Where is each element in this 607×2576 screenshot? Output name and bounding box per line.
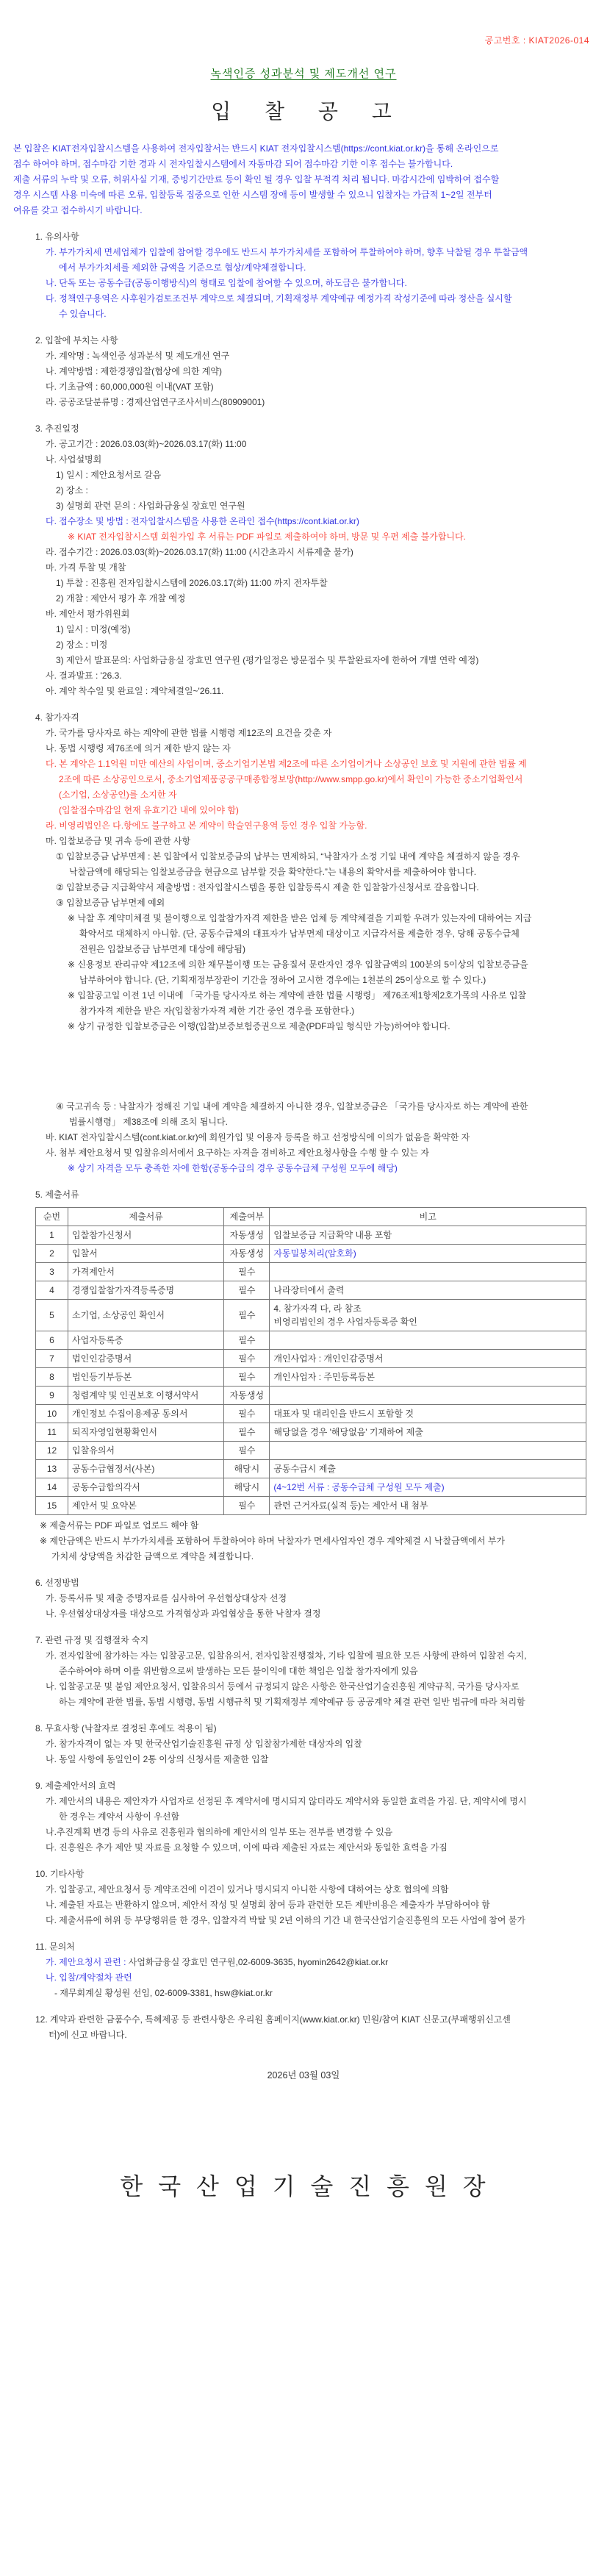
table-row [36,1245,586,1263]
cell-number: 11 [36,1423,68,1442]
cell-required: 필수 [224,1368,270,1387]
text-line: - 재무회계실 황성원 선임, 02-6009-3381, hsw@kiat.or.kr [54,1988,273,1998]
text-line: 1) 일시 : 미정(예정) [56,624,131,634]
text-line: 수 있습니다. [59,309,107,319]
section-heading: 4. 참가자격 [35,712,79,723]
section-heading: 2. 입찰에 부치는 사항 [35,335,118,346]
table-header-cell: 제출서류 [68,1208,224,1226]
text-line: ※ KIAT 전자입찰시스템 회원가입 후 서류는 PDF 파일로 제출하여야 하며, 방문 및 우편 제출 불가합니다. [68,532,466,542]
section [0,1187,607,1564]
text-line: 가. 공고기간 : 2026.03.03(화)~2026.03.17(화) 11:00 [46,439,247,449]
cell-document: 가격제안서 [68,1263,224,1281]
section [0,2012,607,2043]
text-line: 터)에 신고 바랍니다. [49,2030,127,2040]
notice-number: 공고번호 : KIAT2026-014 [484,35,589,46]
cell-document: 개인정보 수집이용제공 동의서 [68,1405,224,1423]
text-line: 확약서로 대체하지 아니함. (단, 공동수급체의 대표자가 납부면제 대상이고 지급각서를 제출한 경우, 당해 공동수급체 [79,929,520,939]
text-line: ※ 제안금액은 반드시 부가가치세를 포함하여 투찰하여야 하며 낙찰자가 면세사업자인 경우 계약체결 시 낙찰금액에서 부가 [40,1536,506,1546]
text-line: 나. 계약방법 : 제한경쟁입찰(협상에 의한 계약) [46,366,222,376]
text-line: 가. 참가자격이 없는 자 및 한국산업기술진흥원 규정 상 입찰참가제한 대상자의 입찰 [46,1739,362,1749]
text-line: 가. 등록서류 및 제출 증명자료를 심사하여 우선협상대상자 선정 [46,1593,287,1603]
cell-number: 10 [36,1405,68,1423]
section-heading: 6. 선정방법 [35,1578,79,1588]
cell-note: 개인사업자 : 개인인감증명서 [270,1350,586,1368]
cell-note: 자동밀봉처리(암호화) [270,1245,586,1263]
sections [0,229,607,2043]
text-line: 나. 입찰공고문 및 붙임 제안요청서, 입찰유의서 등에서 규정되지 않은 사항은 한국산업기술진흥원 계약규칙, 국가를 당사자로 [46,1681,520,1692]
text-line: ④ 국고귀속 등 : 낙찰자가 정해진 기일 내에 계약을 체결하지 아니한 경우, 입찰보증금은 「국가를 당사자로 하는 계약에 관한 [56,1101,528,1112]
documents-table-head [36,1208,586,1226]
section-heading: 5. 제출서류 [35,1189,79,1200]
intro-paragraph [0,141,607,218]
section-heading: 12. 계약과 관련한 금품수수, 특혜제공 등 관련사항은 우리원 홈페이지(www.kiat.or.kr) 민원/참여 KIAT 신문고(부패행위신고센 [35,2014,511,2025]
intro-line: 경우 시스템 사용 미숙에 따른 오류, 입찰등록 집중으로 인한 시스템 장애 등이 발생할 수 있으니 입찰자는 가급적 1~2일 전부터 [13,190,492,200]
text-line: 다. 본 계약은 1.1억원 미만 예산의 사업이며, 중소기업기본법 제2조에 따른 소기업이거나 소상공인 보호 및 지원에 관한 법률 제 [46,759,527,769]
text-line: (소기업, 소상공인)를 소지한 자 [59,790,177,800]
text-line: 2) 장소 : [56,485,88,495]
cell-document: 입찰참가신청서 [68,1226,224,1245]
cell-note: 입찰보증금 지급확약 내용 포함 [270,1226,586,1245]
table-row [36,1263,586,1281]
table-header-row [36,1208,586,1226]
cell-note: 4. 참가자격 다, 라 참조 비영리법인의 경우 사업자등록증 확인 [270,1300,586,1331]
text-line: 아. 계약 착수일 및 완료일 : 계약체결일~'26.11. [46,686,224,696]
text-line: 가. 입찰공고, 제안요청서 등 계약조건에 이견이 있거나 명시되지 아니한 사항에 대하여는 상호 협의에 의함 [46,1884,449,1895]
section [0,1778,607,1856]
cell-number: 13 [36,1460,68,1478]
cell-note: 대표자 및 대리인을 반드시 포함할 것 [270,1405,586,1423]
section-heading: 3. 추진일정 [35,423,79,434]
text-line: 나. 동일 사항에 동일인이 2통 이상의 신청서를 제출한 입찰 [46,1754,269,1764]
text-line: 에서 부가가치세를 제외한 금액을 기준으로 협상/계약체결합니다. [59,262,306,273]
cell-number: 1 [36,1226,68,1245]
text-line: 라. 접수기간 : 2026.03.03(화)~2026.03.17(화) 11:00 (시간초과시 서류제출 불가) [46,547,353,557]
text-line: 준수하여야 하며 이를 위반함으로써 발생하는 모든 불이익에 대한 책임은 입찰 참가자에게 있음 [59,1666,418,1676]
text-line: 라. 비영리법인은 다.항에도 불구하고 본 계약이 학술연구용역 등인 경우 입찰 가능함. [46,820,367,831]
table-header-cell: 제출여부 [224,1208,270,1226]
table-row [36,1460,586,1478]
text-line: 마. 가격 투찰 및 개찰 [46,562,126,573]
cell-required: 필수 [224,1442,270,1460]
cell-required: 필수 [224,1405,270,1423]
text-line: ※ 입찰공고일 이전 1년 이내에 「국가를 당사자로 하는 계약에 관한 법률 시행령」 제76조제1항제2호가목의 사유로 입찰 [68,990,527,1001]
text-line: ※ 신용정보 관리규약 제12조에 의한 채무불이행 또는 금융질서 문란자인 경우 입찰금액의 100분의 5이상의 입찰보증금을 [68,959,528,970]
cell-required: 필수 [224,1300,270,1331]
section [0,710,607,1176]
cell-required: 필수 [224,1263,270,1281]
text-line: 다. 제출서류에 허위 등 부당행위를 한 경우, 입찰자격 박탈 및 2년 이하의 기간 내 한국산업기술진흥원의 모든 사업에 참여 불가 [46,1915,525,1925]
section [0,1633,607,1710]
cell-document: 법인등기부등본 [68,1368,224,1387]
text-line: 하는 계약에 관한 법률, 동법 시행령, 동법 시행규칙 및 기획재정부 계약예규 등 공공계약 체결 관련 일반 법규에 따라 처리함 [59,1697,525,1707]
cell-document: 법인인감증명서 [68,1350,224,1368]
cell-note [270,1263,586,1281]
text-line: 마. 입찰보증금 및 귀속 등에 관한 사항 [46,836,191,846]
cell-number: 15 [36,1497,68,1515]
text-line: 가. 전자입찰에 참가하는 자는 입찰공고문, 입찰유의서, 전자입찰진행절차, 기타 입찰에 필요한 모든 사항에 관하여 입찰전 숙지, [46,1650,527,1661]
text-line: 참가자격 제한을 받은 자(입찰참가자격 제한 기간 중인 경우를 포함한다.) [79,1006,355,1016]
cell-number: 4 [36,1281,68,1300]
table-row [36,1497,586,1515]
text-line: 나. 단독 또는 공동수급(공동이행방식)의 형태로 입찰에 참여할 수 있으며, 하도급은 불가합니다. [46,278,407,288]
cell-note [270,1331,586,1350]
text-line: ② 입찰보증금 지급확약서 제출방법 : 전자입찰시스템을 통한 입찰등록시 제출 한 입찰참가신청서로 갈음합니다. [56,882,479,892]
cell-number: 7 [36,1350,68,1368]
text-line: ※ 제출서류는 PDF 파일로 업로드 해야 함 [40,1520,199,1531]
section-heading: 7. 관련 규정 및 집행절차 숙지 [35,1635,149,1645]
text-line: 나. 입찰/계약절차 관련 [46,1972,132,1983]
text-line: 가. 국가를 당사자로 하는 계약에 관한 법률 시행령 제12조의 요건을 갖춘 자 [46,728,332,738]
text-line: 나. 동법 시행령 제76조에 의거 제한 받지 않는 자 [46,743,231,754]
cell-required: 필수 [224,1497,270,1515]
text-span: 사업화금융실 장효민 연구원,02-6009-3635, hyomin2642@kiat.or.kr [128,1957,389,1967]
documents-table [35,1207,586,1515]
cell-number: 5 [36,1300,68,1331]
cell-document: 입찰서 [68,1245,224,1263]
text-line: 가. 계약명 : 녹색인증 성과분석 및 제도개선 연구 [46,351,230,361]
section [0,421,607,699]
cell-required: 자동생성 [224,1226,270,1245]
text-line: 다. 진흥원은 추가 제안 및 자료를 요청할 수 있으며, 이에 따라 제출된 자료는 제안서와 동일한 효력을 가짐 [46,1842,448,1853]
cell-required: 자동생성 [224,1387,270,1405]
table-row [36,1350,586,1368]
text-line: 전원은 입찰보증금 납부면제 대상에 해당됨) [79,944,245,954]
cell-required: 해당시 [224,1460,270,1478]
text-line: 가치세 상당액을 차감한 금액으로 계약을 체결합니다. [51,1551,254,1561]
cell-note: 개인사업자 : 주민등록등본 [270,1368,586,1387]
text-line: ※ 낙찰 후 계약미체결 및 불이행으로 입찰참가자격 제한을 받은 업체 등 계약체결을 기피할 우려가 있는자에 대하여는 지급 [68,913,532,923]
text-line: (입찰접수마감일 현재 유효기간 내에 있어야 함) [59,805,239,815]
issuer-signature: 한 국 산 업 기 술 진 흥 원 장 [120,2173,487,2200]
text-line: ※ 상기 자격을 모두 충족한 자에 한함(공동수급의 경우 공동수급체 구성원 모두에 해당) [68,1163,398,1173]
section [0,1575,607,1622]
table-row [36,1331,586,1350]
cell-number: 2 [36,1245,68,1263]
intro-line: 제출 서류의 누락 및 오류, 허위사실 기재, 증빙기간만료 등이 확인 될 경우 입찰 부적격 처리 됩니다. 마감시간에 임박하여 접수할 [13,174,500,185]
page-title: 입 찰 공 고 [211,100,396,123]
announcement-date: 2026년 03월 03일 [267,2070,340,2081]
cell-document: 공동수급합의각서 [68,1478,224,1497]
cell-required: 필수 [224,1331,270,1350]
text-line: 1) 일시 : 제안요청서로 갈음 [56,470,162,480]
table-header-cell: 비고 [270,1208,586,1226]
text-line: 3) 설명회 관련 문의 : 사업화금융실 장효민 연구원 [56,501,245,511]
table-row [36,1368,586,1387]
text-line: ③ 입찰보증금 납부면제 예외 [56,898,165,908]
text-line: 사. 결과발표 : '26.3. [46,670,122,681]
section [0,1867,607,1928]
cell-document: 사업자등록증 [68,1331,224,1350]
table-header-cell: 순번 [36,1208,68,1226]
text-line: 다. 접수장소 및 방법 : 전자입찰시스템을 사용한 온라인 접수(https://cont.kiat.or.kr) [46,516,359,526]
text-line: 납부하여야 합니다. (단, 기획재정부장관이 기간을 정하여 고시한 경우에는 1천분의 25이상으로 할 수 있다.) [79,975,486,985]
cell-number: 6 [36,1331,68,1350]
table-row [36,1405,586,1423]
table-row [36,1226,586,1245]
table-row [36,1478,586,1497]
cell-number: 9 [36,1387,68,1405]
cell-required: 필수 [224,1423,270,1442]
cell-required: 자동생성 [224,1245,270,1263]
cell-note [270,1442,586,1460]
section [0,333,607,410]
cell-number: 14 [36,1478,68,1497]
table-row [36,1281,586,1300]
text-line: 다. 정책연구용역은 사후원가검토조건부 계약으로 체결되며, 기획재정부 계약예규 예정가격 작성기준에 따라 정산을 실시할 [46,293,512,304]
text-line: 바. 제안서 평가위원회 [46,609,130,619]
section-heading: 1. 유의사항 [35,232,79,242]
text-span: 가. 제안요청서 관련 : [46,1957,129,1967]
cell-number: 3 [36,1263,68,1281]
cell-document: 소기업, 소상공인 확인서 [68,1300,224,1331]
cell-note [270,1387,586,1405]
text-line: 나. 제출된 자료는 반환하지 않으며, 제안서 작성 및 설명회 참여 등과 관련한 모든 제반비용은 제출자가 부담하여야 함 [46,1900,490,1910]
section-heading: 11. 문의처 [35,1942,75,1952]
cell-note: (4~12번 서류 : 공동수급체 구성원 모두 제출) [270,1478,586,1497]
text-line: ① 입찰보증금 납부면제 : 본 입찰에서 입찰보증금의 납부는 면제하되, “낙찰자가 소정 기일 내에 계약을 체결하지 않을 경우 [56,851,520,862]
cell-note: 해당없을 경우 '해당없음' 기재하여 제출 [270,1423,586,1442]
text-line: 2) 개찰 : 제안서 평가 후 개찰 예정 [56,593,186,604]
section-heading: 10. 기타사항 [35,1869,85,1879]
text-line: 바. KIAT 전자입찰시스템(cont.kiat.or.kr)에 회원가입 및 이용자 등록을 하고 선정방식에 이의가 없음을 확약한 자 [46,1132,470,1142]
section-heading: 9. 제출제안서의 효력 [35,1781,116,1791]
text-line: 나. 우선협상대상자를 대상으로 가격협상과 과업협상을 통한 낙찰자 결정 [46,1609,321,1619]
section [0,1939,607,2001]
cell-number: 8 [36,1368,68,1387]
text-line: 라. 공공조달분류명 : 경제산업연구조사서비스(80909001) [46,397,265,407]
text-line: ※ 상기 규정한 입찰보증금은 이행(입찰)보증보험증권으로 제출(PDF파일 형식만 가능)하여야 합니다. [68,1021,450,1031]
cell-note: 공동수급시 제출 [270,1460,586,1478]
cell-document: 제안서 및 요약본 [68,1497,224,1515]
table-row [36,1300,586,1331]
cell-document: 공동수급협정서(사본) [68,1460,224,1478]
text-line: 낙찰금액에 해당되는 입찰보증금을 현금으로 납부할 것을 확약한다.”는 내용의 확약서를 제출하여야 합니다. [69,867,477,877]
table-row [36,1387,586,1405]
cell-note: 관련 근거자료(실적 등)는 제안서 내 첨부 [270,1497,586,1515]
section-heading: 8. 무효사항 (낙찰자로 결정된 후에도 적용이 됨) [35,1723,217,1734]
text-line: 사. 첨부 제안요청서 및 입찰유의서에서 요구하는 자격을 겸비하고 제안요청사항을 수행 할 수 있는 자 [46,1148,429,1158]
text-line: 2조에 따른 소상공인으로서, 중소기업제품공공구매종합정보망(http://www.smpp.go.kr)에서 확인이 가능한 중소기업확인서 [59,774,523,784]
project-subtitle: 녹색인증 성과분석 및 제도개선 연구 [210,68,397,80]
text-line: 3) 제안서 발표문의: 사업화금융실 장효민 연구원 (평가일정은 방문접수 및 투찰완료자에 한하여 개별 연락 예정) [56,655,479,665]
cell-document: 청렴계약 및 인권보호 이행서약서 [68,1387,224,1405]
text-line: 가. 제안서의 내용은 제안자가 사업자로 선정된 후 계약서에 명시되지 않더라도 계약서와 동일한 효력을 가짐. 단, 계약서에 명시 [46,1796,527,1806]
cell-number: 12 [36,1442,68,1460]
cell-required: 해당시 [224,1478,270,1497]
documents-table-body [36,1226,586,1515]
text-line [0,1955,607,1970]
page-break-spacer [0,1034,607,1099]
text-line: 1) 투찰 : 진흥원 전자입찰시스템에 2026.03.17(화) 11:00 까지 전자투찰 [56,578,328,588]
cell-required: 필수 [224,1350,270,1368]
intro-line: 여유를 갖고 접수하시기 바랍니다. [13,205,143,215]
intro-line: 본 입찰은 KIAT전자입찰시스템을 사용하여 전자입찰서는 반드시 KIAT 전자입찰시스템(https://cont.kiat.or.kr)을 통해 온라인으로 [13,143,499,154]
text-line: 나. 사업설명회 [46,454,102,465]
cell-document: 입찰유의서 [68,1442,224,1460]
cell-note: 나라장터에서 출력 [270,1281,586,1300]
section [0,1721,607,1767]
table-row [36,1442,586,1460]
table-row [36,1423,586,1442]
section [0,229,607,322]
cell-required: 필수 [224,1281,270,1300]
text-line: 나.추진계획 변경 등의 사유로 진흥원과 협의하에 제안서의 일부 또는 전부를 변경할 수 있음 [46,1827,393,1837]
text-line: 2) 장소 : 미정 [56,640,108,650]
cell-document: 퇴직자영입현황확인서 [68,1423,224,1442]
intro-line: 접수 하여야 하며, 접수마감 기한 경과 시 전자입찰시스템에서 자동마감 되어 접수마감 기한 이후 접수는 불가합니다. [13,159,453,169]
cell-document: 경쟁입찰참가자격등록증명 [68,1281,224,1300]
text-line: 가. 부가가치세 면세업체가 입찰에 참여할 경우에도 반드시 부가가치세를 포함하여 투찰하여야 하며, 향후 낙찰될 경우 투찰금액 [46,247,528,257]
text-line: 한 경우는 계약서 사항이 우선함 [59,1811,180,1822]
text-line: 다. 기초금액 : 60,000,000원 이내(VAT 포함) [46,382,214,392]
text-line: 법률시행령」 제38조에 의해 조치 됩니다. [69,1117,228,1127]
